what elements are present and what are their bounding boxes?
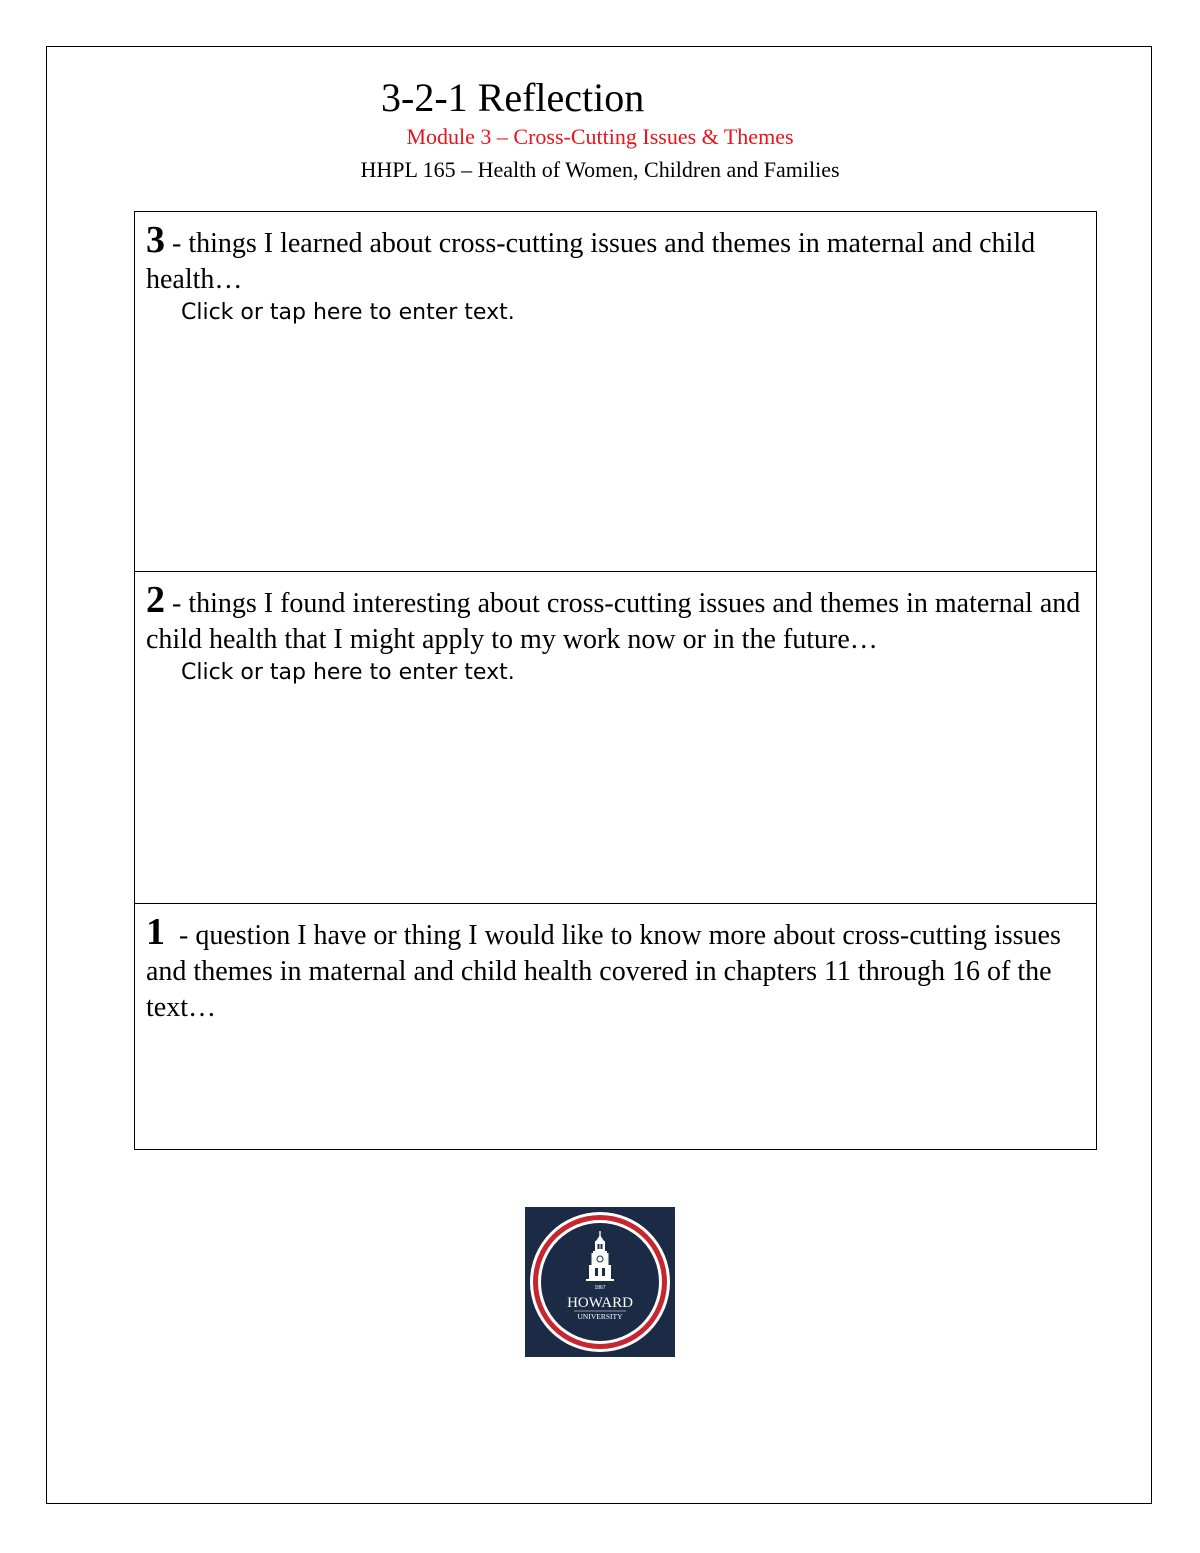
section-one-prompt <box>146 911 1086 1026</box>
section-one-prompt-text: - question I have or thing I would like to know more about cross-cutting issues and themes in maternal and child health covered in chapters 11 through 16 of the text… <box>146 920 1068 1023</box>
section-one <box>134 903 1097 1149</box>
logo-year: 1867 <box>594 1285 606 1291</box>
logo-name-line2: UNIVERSITY <box>577 1312 623 1321</box>
section-two-prompt <box>146 579 1086 658</box>
module-subtitle-text: Module 3 – Cross-Cutting Issues & Themes <box>406 124 794 149</box>
section-two-text-field[interactable]: Click or tap here to enter text. <box>181 660 515 685</box>
section-two-prompt-text: - things I found interesting about cross-cutting issues and themes in maternal and child health that I might apply to my work now or in the future… <box>146 588 1081 655</box>
section-two <box>134 571 1097 903</box>
logo-name-line1: HOWARD <box>567 1295 633 1311</box>
module-subtitle <box>0 123 1200 151</box>
section-three-text-field[interactable]: Click or tap here to enter text. <box>181 300 515 325</box>
document-title: 3-2-1 Reflection <box>381 75 645 120</box>
section-three-prompt-text: - things I learned about cross-cutting issues and themes in maternal and child health… <box>146 228 1036 295</box>
section-three-prompt <box>146 219 1086 298</box>
course-title: HHPL 165 – Health of Women, Children and Families <box>360 157 840 182</box>
logo-graphic <box>525 1207 675 1357</box>
section-two-number: 2 <box>146 579 165 621</box>
howard-university-logo <box>525 1207 675 1357</box>
reflection-table <box>134 211 1097 1150</box>
section-one-number: 1 <box>146 911 165 953</box>
section-three <box>134 212 1097 571</box>
section-three-number: 3 <box>146 219 165 261</box>
